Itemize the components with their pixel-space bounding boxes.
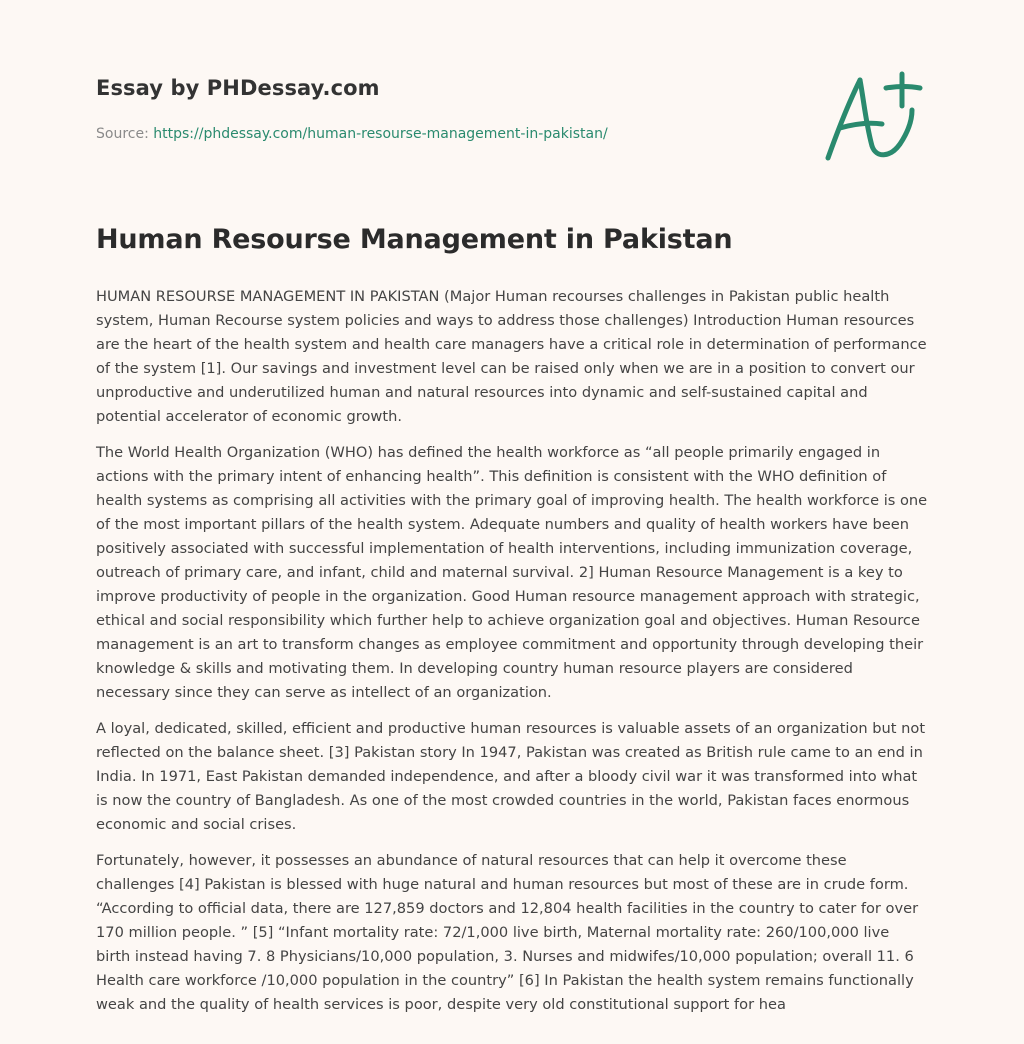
source-label: Source: bbox=[96, 126, 154, 142]
source-line bbox=[96, 126, 796, 142]
essay-paragraph: A loyal, dedicated, skilled, efficient and productive human resources is valuable assets of an organization but not reflected on the balance sheet. [3] Pakistan story In 1947, Pakistan was created as British rule came to an end in India. In 1971, East Pakistan demanded independence, and after a bloody civil war it was transformed into what is now the country of Bangladesh. As one of the most crowded countries in the world, Pakistan faces enormous economic and social crises. bbox=[96, 720, 926, 833]
essay-title: Human Resourse Management in Pakistan bbox=[96, 224, 733, 255]
a-plus-logo-icon bbox=[820, 66, 930, 166]
essay-paragraph: HUMAN RESOURSE MANAGEMENT IN PAKISTAN (Major Human recourses challenges in Pakistan public health system, Human Recourse system policies and ways to address those challenges) Introduction Human resources are the heart of the health system and health care managers have a critical role in determination of performance of the system [1]. Our savings and investment level can be raised only when we are in a position to convert our unproductive and underutilized human and natural resources into dynamic and self-sustained capital and potential accelerator of economic growth. bbox=[96, 288, 927, 425]
site-title: Essay by PHDessay.com bbox=[96, 76, 380, 100]
page-header bbox=[96, 76, 796, 142]
essay-paragraph: The World Health Organization (WHO) has defined the health workforce as “all people primarily engaged in actions with the primary intent of enhancing health”. This definition is consistent with the WHO definition of health systems as comprising all activities with the primary goal of improving health. The health workforce is one of the most important pillars of the health system. Adequate numbers and quality of health workers have been positively associated with successful implementation of health interventions, including immunization coverage, outreach of primary care, and infant, child and maternal survival. 2] Human Resource Management is a key to improve productivity of people in the organization. Good Human resource management approach with strategic, ethical and social responsibility which further help to achieve organization goal and objectives. Human Resource management is an art to transform changes as employee commitment and opportunity through developing their knowledge & skills and motivating them. In developing country human resource players are considered necessary since they can serve as intellect of an organization. bbox=[96, 444, 928, 701]
source-link[interactable]: https://phdessay.com/human-resourse-management-in-pakistan/ bbox=[153, 126, 608, 142]
essay-paragraph: Fortunately, however, it possesses an abundance of natural resources that can help it overcome these challenges [4] Pakistan is blessed with huge natural and human resources but most of these are in crude form. “According to official data, there are 127,859 doctors and 12,804 health facilities in the country to cater for over 170 million people. ” [5] “Infant mortality rate: 72/1,000 live birth, Maternal mortality rate: 260/100,000 live birth instead having 7. 8 Physicians/10,000 population, 3. Nurses and midwifes/10,000 population; overall 11. 6 Health care workforce /10,000 population in the country” [6] In Pakistan the health system remains functionally weak and the quality of health services is poor, despite very old constitutional support for hea bbox=[96, 852, 919, 1013]
essay-content bbox=[96, 224, 928, 1029]
